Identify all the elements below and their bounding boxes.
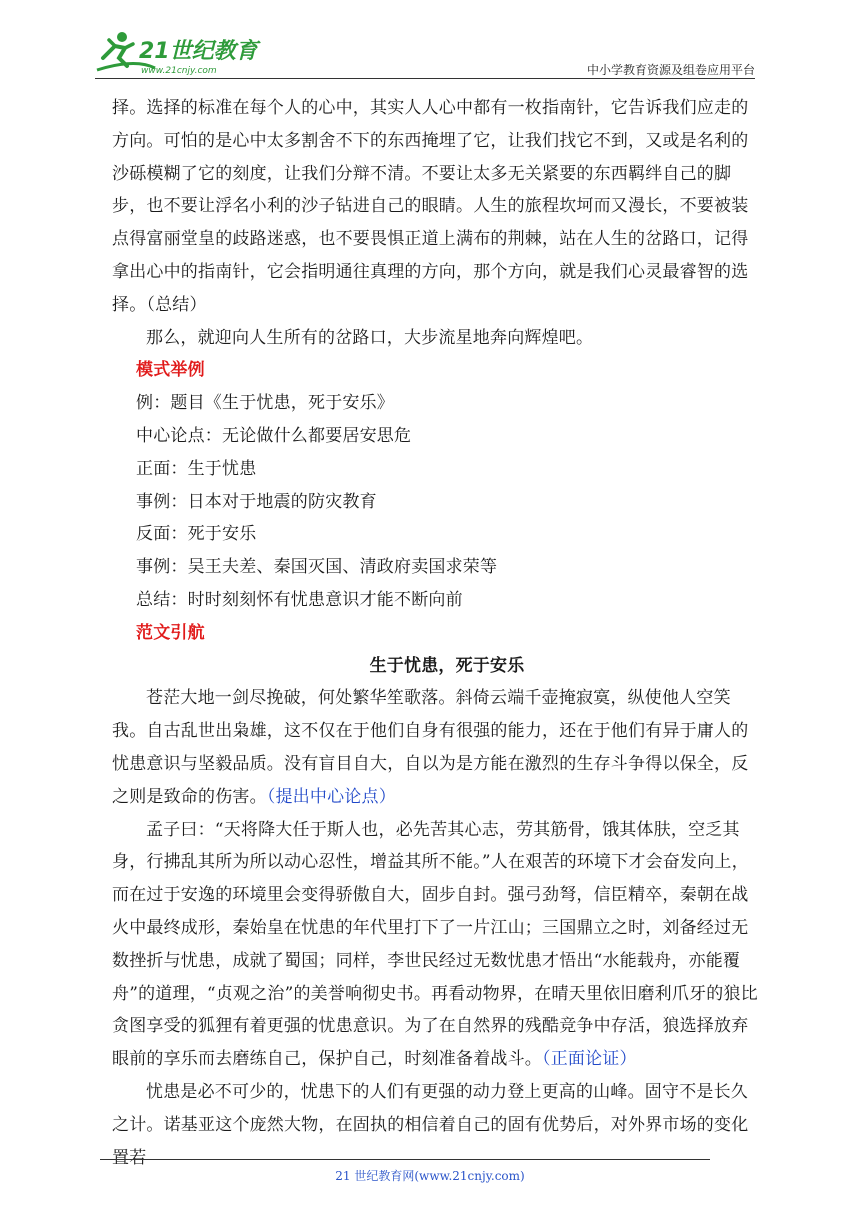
example-line: 事例：日本对于地震的防灾教育 xyxy=(136,491,377,512)
footer-divider xyxy=(100,1159,710,1160)
page-header xyxy=(95,28,755,80)
essay-paragraph-2-text: 孟子曰：“天将降大任于斯人也，必先苦其心志，劳其筋骨，饿其体肤，空乏其身，行拂乱其所为所以动心忍性，增益其所不能。”人在艰苦的环境下才会奋发向上，而在过于安逸的环境里会变得骄傲自大，固步自封。强弓劲弩，信臣精卒，秦朝在战火中最终成形，秦始皇在忧患的年代里打下了一片江山；三国鼎立之时，刘备经过无数挫折与忧患，成就了蜀国；同样，李世民经过无数忧患才悟出“水能载舟，亦能覆舟”的道理，“贞观之治”的美誉响彻史书。再看动物界，在晴天里依旧磨利爪牙的狼比贪图享受的狐狸有着更强的忧患意识。为了在自然界的残酷竞争中存活，狼选择放弃眼前的享乐而去磨练自己，保护自己，时刻准备着战斗。 xyxy=(112,819,758,1070)
example-line: 反面：死于安乐 xyxy=(136,524,257,545)
annotation-positive-argument: （正面论证） xyxy=(542,1049,637,1070)
annotation-thesis: （提出中心论点） xyxy=(266,786,396,807)
header-divider xyxy=(95,78,755,79)
essay-paragraph-3: 忧患是必不可少的，忧患下的人们有更强的动力登上更高的山峰。固守不是长久之计。诺基亚这个庞然大物，在固执的相信着自己的固有优势后，对外界市场的变化置若 xyxy=(112,1081,749,1168)
example-line: 例：题目《生于忧患，死于安乐》 xyxy=(136,393,394,414)
paragraph-closing: 那么，就迎向人生所有的岔路口，大步流星地奔向辉煌吧。 xyxy=(146,327,594,348)
section-heading-essay: 范文引航 xyxy=(136,622,205,643)
essay-paragraph-2 xyxy=(112,814,762,1076)
example-line: 正面：生于忧患 xyxy=(136,458,257,479)
logo-text: 21世纪教育 xyxy=(139,39,258,64)
platform-title: 中小学教育资源及组卷应用平台 xyxy=(586,63,755,77)
document-body xyxy=(112,92,762,1174)
essay-paragraph-1 xyxy=(112,682,762,813)
footer-link[interactable]: 21 世纪教育网(www.21cnjy.com) xyxy=(335,1169,525,1183)
runner-logo-icon xyxy=(95,28,265,78)
example-line: 总结：时时刻刻怀有忧患意识才能不断向前 xyxy=(136,589,463,610)
essay-paragraph-1-text: 苍茫大地一剑尽挽破，何处繁华笙歌落。斜倚云端千壶掩寂寞，纵使他人空笑我。自古乱世出枭雄，这不仅在于他们自身有很强的能力，还在于他们有异于庸人的忧患意识与坚毅品质。没有盲目自大，自以为是方能在激烈的生存斗争得以保全，反之则是致命的伤害。 xyxy=(112,688,749,807)
site-logo[interactable] xyxy=(95,28,265,78)
example-line: 事例：吴王夫差、秦国灭国、清政府卖国求荣等 xyxy=(136,557,498,578)
essay-title: 生于忧患，死于安乐 xyxy=(369,655,525,676)
logo-url: www.21cnjy.com xyxy=(141,66,217,76)
paragraph-conclusion: 择。选择的标准在每个人的心中，其实人人心中都有一枚指南针，它告诉我们应走的方向。可怕的是心中太多割舍不下的东西掩埋了它，让我们找它不到，又或是名利的沙砾模糊了它的刻度，让我们分辩不清。不要让太多无关紧要的东西羁绊自己的脚步，也不要让浮名小利的沙子钻进自己的眼睛。人生的旅程坎坷而又漫长，不要被装点得富丽堂皇的歧路迷惑，也不要畏惧正道上满布的荆棘，站在人生的岔路口，记得拿出心中的指南针，它会指明通往真理的方向，那个方向，就是我们心灵最睿智的选择。（总结） xyxy=(112,98,749,315)
section-heading-mode: 模式举例 xyxy=(136,360,205,381)
example-line: 中心论点：无论做什么都要居安思危 xyxy=(136,425,412,446)
